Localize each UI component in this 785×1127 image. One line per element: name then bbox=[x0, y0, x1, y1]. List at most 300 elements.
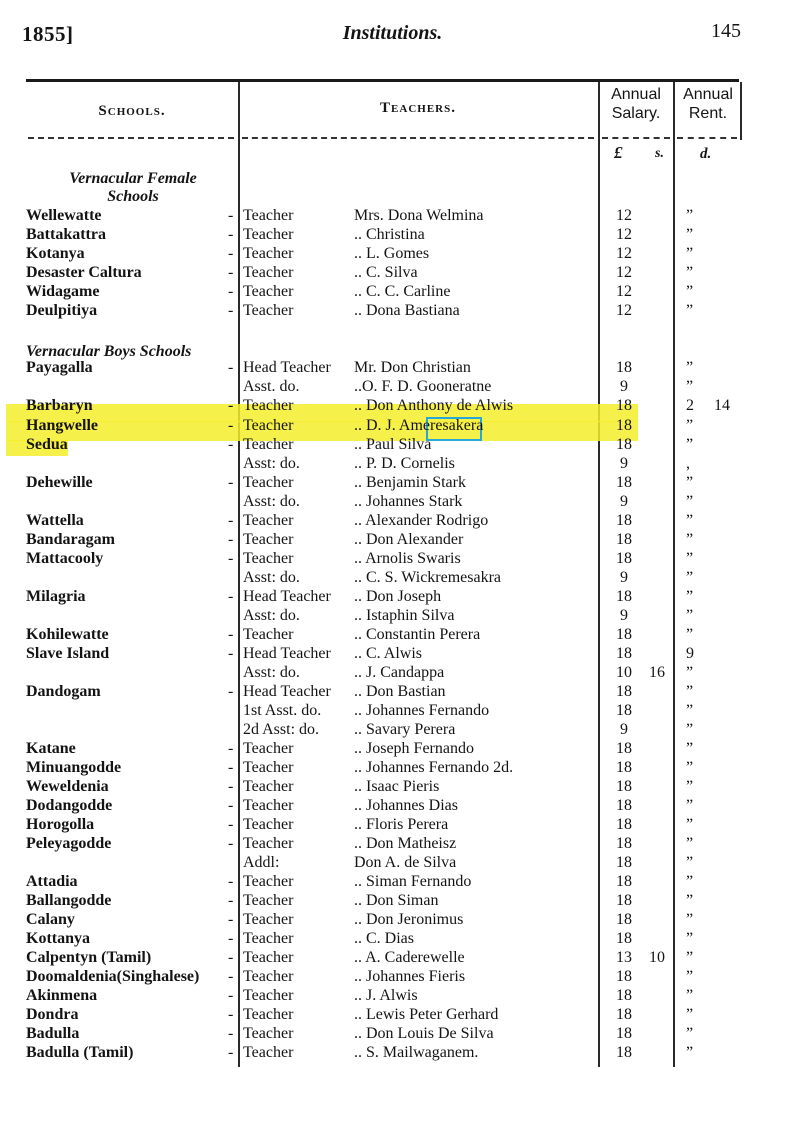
teacher-name: .. J. Candappa bbox=[354, 664, 445, 681]
leader-dash: - bbox=[228, 778, 234, 795]
table-row bbox=[0, 301, 785, 320]
teacher-role: Asst: do. bbox=[243, 569, 300, 586]
school-name: Wellewatte bbox=[26, 207, 102, 224]
leader-dash: - bbox=[228, 759, 234, 776]
annual-rent: ” bbox=[686, 1025, 694, 1042]
salary-pounds: 12 bbox=[616, 264, 632, 281]
table-row bbox=[0, 853, 785, 872]
salary-pounds: 18 bbox=[616, 835, 632, 852]
leader-dash: - bbox=[228, 302, 234, 319]
leader-dash: - bbox=[228, 835, 234, 852]
table-row bbox=[0, 263, 785, 282]
table-row bbox=[0, 815, 785, 834]
teacher-name: Mrs. Dona Welmina bbox=[354, 207, 484, 224]
annual-rent: ” bbox=[686, 721, 694, 738]
unit-pounds: £ bbox=[614, 143, 623, 162]
salary-pounds: 18 bbox=[616, 987, 632, 1004]
teacher-role: Teacher bbox=[243, 436, 294, 453]
table-row bbox=[0, 1043, 785, 1062]
table-row bbox=[0, 1005, 785, 1024]
column-header-teachers: Teachers. bbox=[380, 100, 456, 116]
teacher-name: .. C. Alwis bbox=[354, 645, 423, 662]
teacher-name: .. Benjamin Stark bbox=[354, 474, 466, 491]
teacher-role: Teacher bbox=[243, 550, 294, 567]
leader-dash: - bbox=[228, 892, 234, 909]
teacher-name: .. Isaac Pieris bbox=[354, 778, 440, 795]
school-name: Minuangodde bbox=[26, 759, 122, 776]
teacher-name: .. Arnolis Swaris bbox=[354, 550, 461, 567]
school-name: Battakattra bbox=[26, 226, 106, 243]
annual-rent: ” bbox=[686, 550, 694, 567]
unit-pence: d. bbox=[700, 146, 712, 162]
teacher-role: Teacher bbox=[243, 873, 294, 890]
school-name: Akinmena bbox=[26, 987, 98, 1004]
leader-dash: - bbox=[228, 911, 234, 928]
teacher-name: .. Paul Silva bbox=[354, 436, 432, 453]
table-row bbox=[0, 872, 785, 891]
teacher-role: Asst. do. bbox=[243, 378, 300, 395]
salary-pounds: 18 bbox=[616, 626, 632, 643]
teacher-name: .. Alexander Rodrigo bbox=[354, 512, 489, 529]
teacher-name: .. Johannes Fernando 2d. bbox=[354, 759, 514, 776]
salary-pounds: 18 bbox=[616, 1044, 632, 1061]
annual-rent: ” bbox=[686, 987, 694, 1004]
leader-dash: - bbox=[228, 436, 234, 453]
table-row bbox=[0, 416, 785, 435]
teacher-role: Teacher bbox=[243, 302, 294, 319]
teacher-role: Teacher bbox=[243, 835, 294, 852]
annual-rent: ” bbox=[686, 226, 694, 243]
teacher-role: 2d Asst: do. bbox=[243, 721, 320, 738]
annual-rent: , bbox=[686, 455, 690, 472]
salary-pounds: 18 bbox=[616, 930, 632, 947]
table-row bbox=[0, 929, 785, 948]
annual-rent: ” bbox=[686, 607, 694, 624]
table-row bbox=[0, 948, 785, 967]
table-row bbox=[0, 644, 785, 663]
teacher-role: Teacher bbox=[243, 911, 294, 928]
teacher-name: .. Floris Perera bbox=[354, 816, 449, 833]
salary-pounds: 18 bbox=[616, 436, 632, 453]
teacher-role: Teacher bbox=[243, 797, 294, 814]
page-title: Institutions. bbox=[342, 22, 443, 44]
annual-rent: ” bbox=[686, 797, 694, 814]
column-header-salary: Annual Salary. bbox=[611, 86, 661, 122]
column-header-rent: Annual Rent. bbox=[683, 86, 733, 122]
table-row bbox=[0, 206, 785, 225]
annual-rent: ” bbox=[686, 264, 694, 281]
teacher-name: .. Istaphin Silva bbox=[354, 607, 455, 624]
salary-pounds: 18 bbox=[616, 778, 632, 795]
table-row bbox=[0, 377, 785, 396]
table-row bbox=[0, 511, 785, 530]
header-rule-schools bbox=[28, 137, 234, 139]
school-name: Mattacooly bbox=[26, 550, 104, 567]
table-row bbox=[0, 834, 785, 853]
leader-dash: - bbox=[228, 207, 234, 224]
salary-pounds: 12 bbox=[616, 226, 632, 243]
annual-rent: ” bbox=[686, 740, 694, 757]
top-rule bbox=[26, 79, 739, 82]
table-row bbox=[0, 435, 785, 454]
annual-rent: ” bbox=[686, 683, 694, 700]
leader-dash: - bbox=[228, 1025, 234, 1042]
table-row bbox=[0, 777, 785, 796]
table-row bbox=[0, 891, 785, 910]
school-name: Katane bbox=[26, 740, 76, 757]
annual-rent: 2 bbox=[686, 397, 694, 414]
salary-pounds: 12 bbox=[616, 245, 632, 262]
salary-pounds: 18 bbox=[616, 645, 632, 662]
teacher-name: .. Johannes Stark bbox=[354, 493, 463, 510]
leader-dash: - bbox=[228, 1044, 234, 1061]
salary-pounds: 18 bbox=[616, 892, 632, 909]
teacher-name: .. C. Dias bbox=[354, 930, 414, 947]
header-rule-teachers bbox=[242, 137, 594, 139]
teacher-name: .. Siman Fernando bbox=[354, 873, 472, 890]
annual-rent: ” bbox=[686, 778, 694, 795]
salary-pounds: 12 bbox=[616, 302, 632, 319]
school-name: Dehewille bbox=[26, 474, 93, 491]
teacher-role: Head Teacher bbox=[243, 588, 331, 605]
school-name: Dondra bbox=[26, 1006, 79, 1023]
leader-dash: - bbox=[228, 949, 234, 966]
teacher-name: Mr. Don Christian bbox=[354, 359, 471, 376]
annual-rent: ” bbox=[686, 569, 694, 586]
teacher-role: 1st Asst. do. bbox=[243, 702, 322, 719]
teacher-name: .. Christina bbox=[354, 226, 425, 243]
annual-rent: ” bbox=[686, 911, 694, 928]
annual-rent: ” bbox=[686, 512, 694, 529]
school-name: Calany bbox=[26, 911, 75, 928]
leader-dash: - bbox=[228, 626, 234, 643]
salary-pounds: 12 bbox=[616, 207, 632, 224]
teacher-name: .. C. Silva bbox=[354, 264, 418, 281]
school-name: Dodangodde bbox=[26, 797, 113, 814]
school-name: Weweldenia bbox=[26, 778, 109, 795]
table-row bbox=[0, 720, 785, 739]
teacher-role: Teacher bbox=[243, 892, 294, 909]
page-year: 1855] bbox=[22, 22, 74, 46]
leader-dash: - bbox=[228, 474, 234, 491]
leader-dash: - bbox=[228, 873, 234, 890]
teacher-name: .. Don Joseph bbox=[354, 588, 442, 605]
salary-pounds: 10 bbox=[616, 664, 632, 681]
annual-rent: ” bbox=[686, 436, 694, 453]
table-row bbox=[0, 454, 785, 473]
teacher-role: Addl: bbox=[243, 854, 280, 871]
leader-dash: - bbox=[228, 683, 234, 700]
annual-rent: 9 bbox=[686, 645, 694, 662]
leader-dash: - bbox=[228, 968, 234, 985]
table-row bbox=[0, 473, 785, 492]
annual-rent: ” bbox=[686, 359, 694, 376]
section-heading-female: Vernacular Female Schools bbox=[69, 170, 197, 205]
annual-rent: ” bbox=[686, 588, 694, 605]
school-name: Calpentyn (Tamil) bbox=[26, 949, 152, 966]
annual-rent: ” bbox=[686, 1006, 694, 1023]
annual-rent: ” bbox=[686, 283, 694, 300]
table-row bbox=[0, 530, 785, 549]
table-row bbox=[0, 282, 785, 301]
annual-rent: ” bbox=[686, 531, 694, 548]
annual-rent: ” bbox=[686, 1044, 694, 1061]
teacher-role: Teacher bbox=[243, 207, 294, 224]
salary-shillings: 16 bbox=[649, 664, 665, 681]
school-name: Widagame bbox=[26, 283, 100, 300]
column-divider-rent bbox=[740, 82, 742, 140]
leader-dash: - bbox=[228, 816, 234, 833]
salary-pounds: 18 bbox=[616, 816, 632, 833]
teacher-role: Teacher bbox=[243, 512, 294, 529]
table-row bbox=[0, 682, 785, 701]
salary-pounds: 18 bbox=[616, 1025, 632, 1042]
table-row bbox=[0, 910, 785, 929]
annual-rent: ” bbox=[686, 626, 694, 643]
annual-rent-extra: 14 bbox=[714, 397, 730, 414]
salary-pounds: 9 bbox=[620, 569, 628, 586]
leader-dash: - bbox=[228, 397, 234, 414]
annual-rent: ” bbox=[686, 302, 694, 319]
school-name: Kohilewatte bbox=[26, 626, 109, 643]
school-name: Milagria bbox=[26, 588, 86, 605]
teacher-name: ..O. F. D. Gooneratne bbox=[354, 378, 492, 395]
teacher-name: .. C. C. Carline bbox=[354, 283, 451, 300]
page-number: 145 bbox=[711, 20, 741, 42]
table-row bbox=[0, 549, 785, 568]
salary-pounds: 9 bbox=[620, 455, 628, 472]
salary-pounds: 18 bbox=[616, 397, 632, 414]
teacher-role: Teacher bbox=[243, 968, 294, 985]
school-name: Barbaryn bbox=[26, 397, 93, 414]
teacher-name: .. Joseph Fernando bbox=[354, 740, 474, 757]
teacher-name: Don A. de Silva bbox=[354, 854, 457, 871]
school-name: Attadia bbox=[26, 873, 78, 890]
teacher-name: .. Don Alexander bbox=[354, 531, 464, 548]
teacher-role: Asst: do. bbox=[243, 607, 300, 624]
teacher-role: Teacher bbox=[243, 759, 294, 776]
annual-rent: ” bbox=[686, 892, 694, 909]
table-row bbox=[0, 396, 785, 415]
teacher-role: Teacher bbox=[243, 417, 294, 434]
table-row bbox=[0, 758, 785, 777]
leader-dash: - bbox=[228, 930, 234, 947]
teacher-name: .. L. Gomes bbox=[354, 245, 430, 262]
table-row bbox=[0, 625, 785, 644]
teacher-name: .. Don Bastian bbox=[354, 683, 446, 700]
leader-dash: - bbox=[228, 512, 234, 529]
section-heading-boys: Vernacular Boys Schools bbox=[26, 343, 192, 360]
school-name: Wattella bbox=[26, 512, 84, 529]
salary-shillings: 10 bbox=[649, 949, 665, 966]
teacher-role: Teacher bbox=[243, 1044, 294, 1061]
column-header-schools: Schools. bbox=[98, 103, 166, 119]
annual-rent: ” bbox=[686, 759, 694, 776]
school-name: Doomaldenia(Singhalese) bbox=[26, 968, 200, 985]
salary-pounds: 9 bbox=[620, 721, 628, 738]
salary-pounds: 18 bbox=[616, 531, 632, 548]
school-name: Badulla bbox=[26, 1025, 80, 1042]
leader-dash: - bbox=[228, 283, 234, 300]
salary-pounds: 13 bbox=[616, 949, 632, 966]
table-row bbox=[0, 492, 785, 511]
salary-pounds: 18 bbox=[616, 417, 632, 434]
leader-dash: - bbox=[228, 797, 234, 814]
annual-rent: ” bbox=[686, 417, 694, 434]
teacher-name: .. Don Louis De Silva bbox=[354, 1025, 494, 1042]
teacher-role: Teacher bbox=[243, 245, 294, 262]
teacher-role: Teacher bbox=[243, 264, 294, 281]
teacher-name: .. A. Caderewelle bbox=[354, 949, 465, 966]
school-name: Slave Island bbox=[26, 645, 110, 662]
leader-dash: - bbox=[228, 588, 234, 605]
annual-rent: ” bbox=[686, 207, 694, 224]
salary-pounds: 18 bbox=[616, 873, 632, 890]
teacher-role: Teacher bbox=[243, 930, 294, 947]
salary-pounds: 18 bbox=[616, 683, 632, 700]
table-row bbox=[0, 244, 785, 263]
school-name: Bandaragam bbox=[26, 531, 115, 548]
teacher-name: .. Johannes Dias bbox=[354, 797, 458, 814]
header-rule-rent bbox=[677, 137, 737, 139]
school-name: Payagalla bbox=[26, 359, 93, 376]
table-row bbox=[0, 587, 785, 606]
teacher-role: Teacher bbox=[243, 474, 294, 491]
teacher-role: Teacher bbox=[243, 626, 294, 643]
annual-rent: ” bbox=[686, 378, 694, 395]
salary-pounds: 18 bbox=[616, 911, 632, 928]
teacher-role: Asst: do. bbox=[243, 664, 300, 681]
school-name: Kotanya bbox=[26, 245, 85, 262]
school-name: Ballangodde bbox=[26, 892, 112, 909]
teacher-role: Head Teacher bbox=[243, 683, 331, 700]
annual-rent: ” bbox=[686, 493, 694, 510]
salary-pounds: 18 bbox=[616, 1006, 632, 1023]
table-row bbox=[0, 796, 785, 815]
annual-rent: ” bbox=[686, 664, 694, 681]
leader-dash: - bbox=[228, 226, 234, 243]
teacher-role: Asst: do. bbox=[243, 455, 300, 472]
school-name: Horogolla bbox=[26, 816, 95, 833]
school-name: Hangwelle bbox=[26, 417, 98, 434]
table-row bbox=[0, 606, 785, 625]
school-name: Desaster Caltura bbox=[26, 264, 142, 281]
annual-rent: ” bbox=[686, 835, 694, 852]
teacher-name: .. Don Anthony de Alwis bbox=[354, 397, 514, 414]
teacher-role: Head Teacher bbox=[243, 645, 331, 662]
teacher-name: .. Dona Bastiana bbox=[354, 302, 460, 319]
header-rule-salary bbox=[602, 137, 670, 139]
teacher-role: Teacher bbox=[243, 740, 294, 757]
salary-pounds: 18 bbox=[616, 474, 632, 491]
school-name: Kottanya bbox=[26, 930, 90, 947]
teacher-role: Teacher bbox=[243, 1006, 294, 1023]
unit-shillings: s. bbox=[655, 146, 664, 161]
teacher-role: Teacher bbox=[243, 531, 294, 548]
teacher-role: Teacher bbox=[243, 397, 294, 414]
teacher-role: Teacher bbox=[243, 949, 294, 966]
annual-rent: ” bbox=[686, 949, 694, 966]
table-row bbox=[0, 701, 785, 720]
annual-rent: ” bbox=[686, 968, 694, 985]
table-row bbox=[0, 663, 785, 682]
teacher-name: .. Johannes Fieris bbox=[354, 968, 466, 985]
salary-pounds: 12 bbox=[616, 283, 632, 300]
teacher-name: .. Don Matheisz bbox=[354, 835, 457, 852]
leader-dash: - bbox=[228, 550, 234, 567]
table-row bbox=[0, 568, 785, 587]
school-name: Peleyagodde bbox=[26, 835, 112, 852]
leader-dash: - bbox=[228, 417, 234, 434]
leader-dash: - bbox=[228, 359, 234, 376]
salary-pounds: 9 bbox=[620, 607, 628, 624]
salary-pounds: 18 bbox=[616, 797, 632, 814]
annual-rent: ” bbox=[686, 816, 694, 833]
school-name: Badulla (Tamil) bbox=[26, 1044, 134, 1061]
leader-dash: - bbox=[228, 531, 234, 548]
annual-rent: ” bbox=[686, 245, 694, 262]
table-row bbox=[0, 1024, 785, 1043]
teacher-name: .. P. D. Cornelis bbox=[354, 455, 455, 472]
teacher-role: Teacher bbox=[243, 778, 294, 795]
annual-rent: ” bbox=[686, 474, 694, 491]
table-row bbox=[0, 739, 785, 758]
school-name: Dandogam bbox=[26, 683, 101, 700]
teacher-name: .. J. Alwis bbox=[354, 987, 418, 1004]
table-row bbox=[0, 358, 785, 377]
teacher-role: Teacher bbox=[243, 816, 294, 833]
leader-dash: - bbox=[228, 264, 234, 281]
teacher-role: Teacher bbox=[243, 283, 294, 300]
teacher-name: .. Lewis Peter Gerhard bbox=[354, 1006, 499, 1023]
salary-pounds: 18 bbox=[616, 968, 632, 985]
teacher-name: .. S. Mailwaganem. bbox=[354, 1044, 479, 1061]
table-row bbox=[0, 967, 785, 986]
annual-rent: ” bbox=[686, 854, 694, 871]
school-name: Deulpitiya bbox=[26, 302, 98, 319]
salary-pounds: 18 bbox=[616, 550, 632, 567]
leader-dash: - bbox=[228, 740, 234, 757]
teacher-name: .. Constantin Perera bbox=[354, 626, 481, 643]
salary-pounds: 18 bbox=[616, 759, 632, 776]
leader-dash: - bbox=[228, 645, 234, 662]
teacher-name: .. Don Jeronimus bbox=[354, 911, 464, 928]
salary-pounds: 18 bbox=[616, 359, 632, 376]
salary-pounds: 9 bbox=[620, 378, 628, 395]
leader-dash: - bbox=[228, 987, 234, 1004]
table-row bbox=[0, 986, 785, 1005]
teacher-role: Head Teacher bbox=[243, 359, 331, 376]
teacher-name: .. C. S. Wickremesakra bbox=[354, 569, 502, 586]
annual-rent: ” bbox=[686, 702, 694, 719]
annual-rent: ” bbox=[686, 930, 694, 947]
leader-dash: - bbox=[228, 245, 234, 262]
annual-rent: ” bbox=[686, 873, 694, 890]
teacher-name: .. Johannes Fernando bbox=[354, 702, 490, 719]
salary-pounds: 9 bbox=[620, 493, 628, 510]
teacher-role: Teacher bbox=[243, 1025, 294, 1042]
salary-pounds: 18 bbox=[616, 512, 632, 529]
teacher-name: .. D. J. Ameresakera bbox=[354, 417, 484, 434]
teacher-role: Asst: do. bbox=[243, 493, 300, 510]
teacher-name: .. Savary Perera bbox=[354, 721, 456, 738]
salary-pounds: 18 bbox=[616, 854, 632, 871]
school-name: Sedua bbox=[26, 436, 68, 453]
leader-dash: - bbox=[228, 1006, 234, 1023]
salary-pounds: 18 bbox=[616, 702, 632, 719]
salary-pounds: 18 bbox=[616, 588, 632, 605]
salary-pounds: 18 bbox=[616, 740, 632, 757]
